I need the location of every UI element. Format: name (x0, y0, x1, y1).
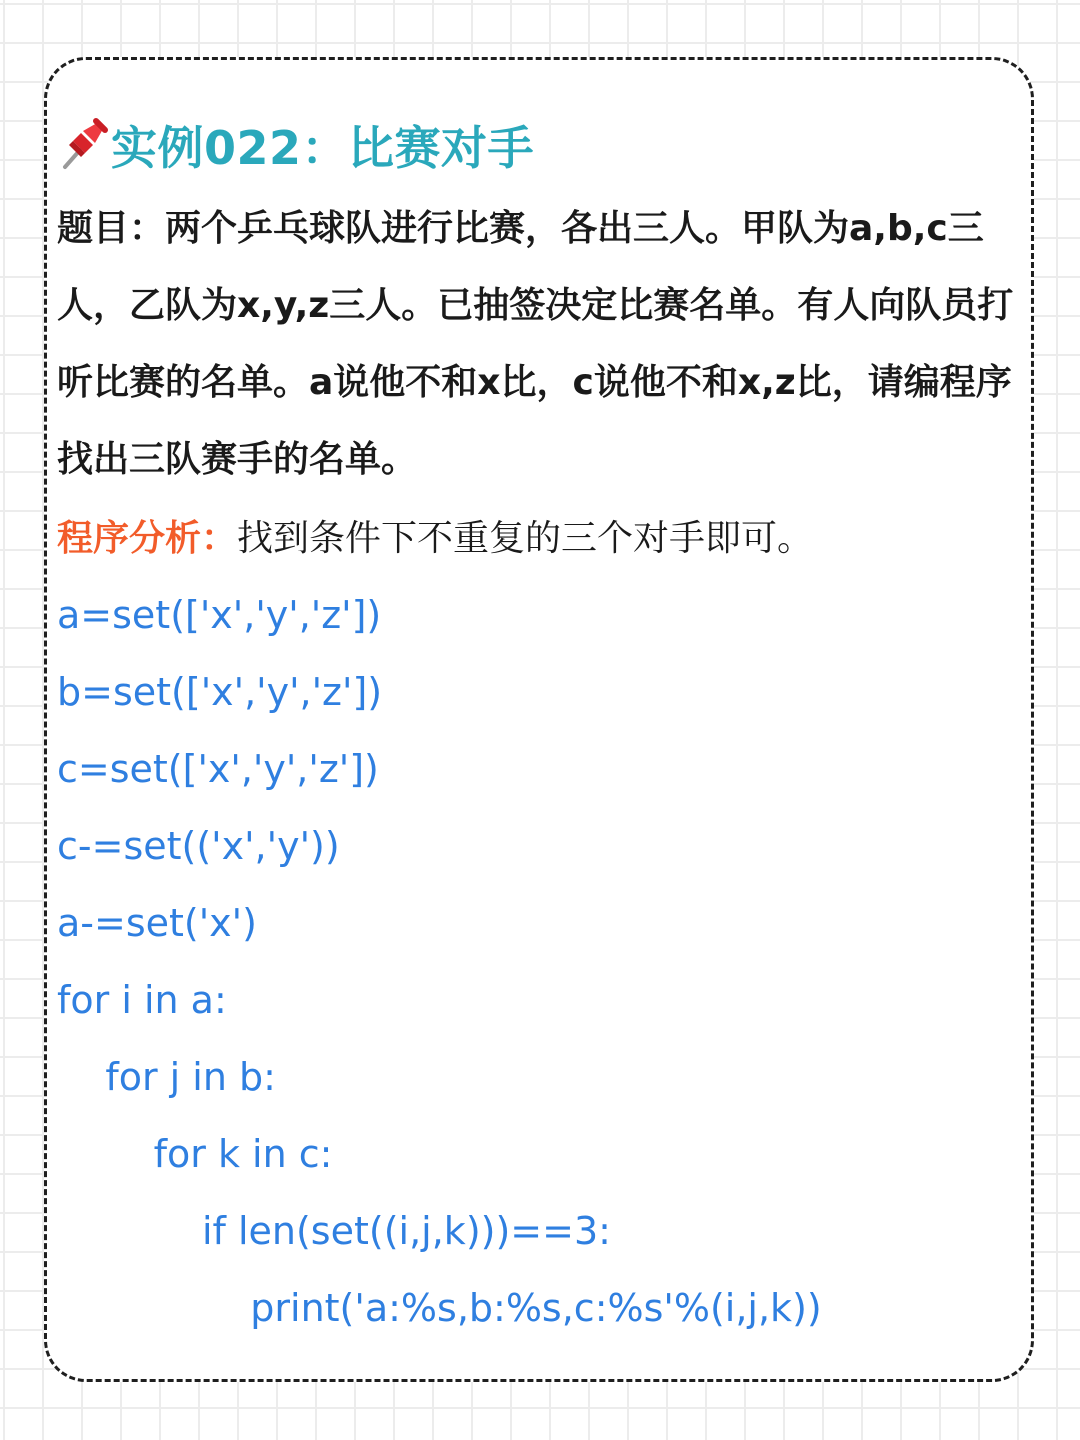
code-line: b=set(['x','y','z']) (57, 670, 383, 714)
code-line: print('a:%s,b:%s,c:%s'%(i,j,k)) (57, 1286, 822, 1330)
code-line: for k in c: (57, 1132, 333, 1176)
code-line: c-=set(('x','y')) (57, 824, 340, 868)
code-line: if len(set((i,j,k)))==3: (57, 1209, 611, 1253)
code-block (57, 577, 822, 1347)
problem-statement: 题目：两个乒乓球队进行比赛，各出三人。甲队为a,b,c三人，乙队为x,y,z三人。已抽签决定比赛名单。有人向队员打听比赛的名单。a说他不和x比，c说他不和x,z比，请编程序找出三队赛手的名单。 (57, 208, 1014, 480)
title-text: 实例022：比赛对手 (111, 121, 535, 175)
pushpin-icon (59, 117, 109, 173)
page-title (59, 112, 534, 178)
code-line: for i in a: (57, 978, 227, 1022)
code-line: c=set(['x','y','z']) (57, 747, 379, 791)
analysis-text: 找到条件下不重复的三个对手即可。 (237, 518, 814, 559)
code-line: a=set(['x','y','z']) (57, 593, 382, 637)
analysis-line (57, 500, 813, 577)
code-line: for j in b: (57, 1055, 276, 1099)
content-card (44, 57, 1034, 1382)
code-line: a-=set('x') (57, 901, 257, 945)
analysis-label: 程序分析： (57, 518, 238, 559)
